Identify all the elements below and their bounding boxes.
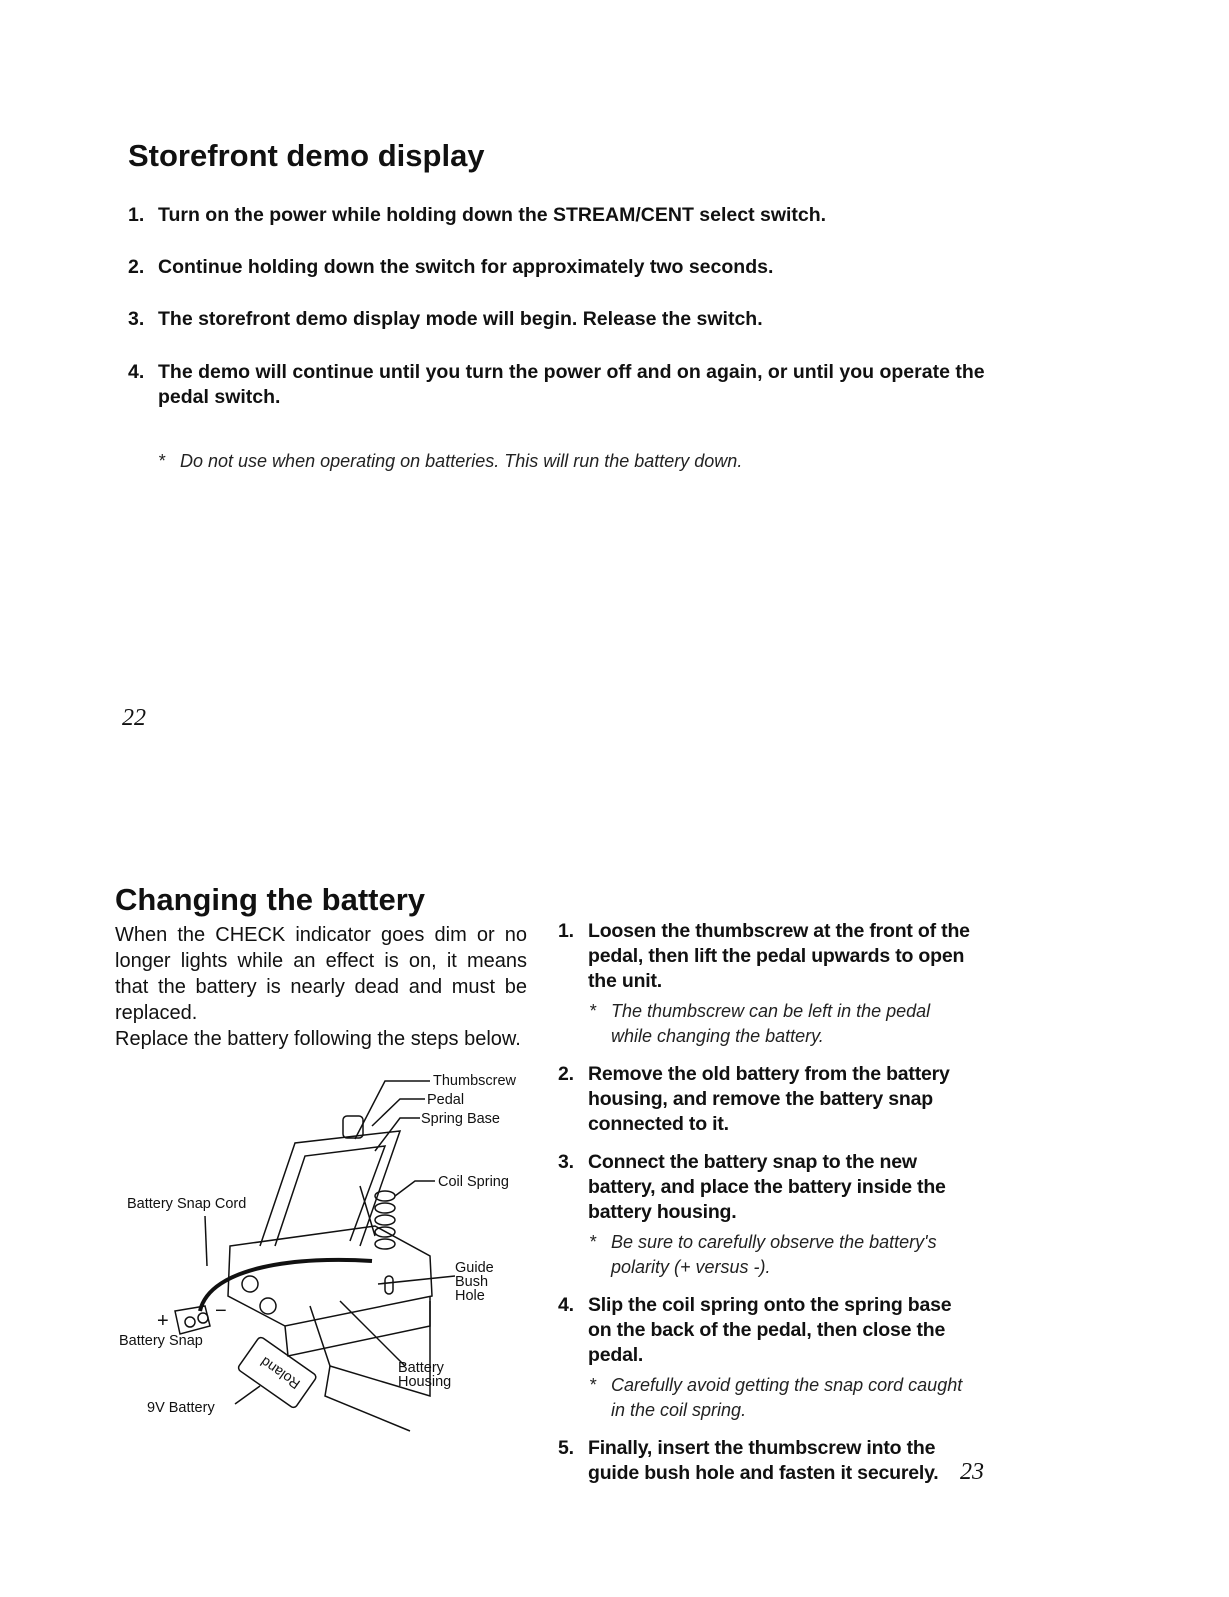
step-item	[128, 360, 988, 410]
step-item	[558, 1150, 973, 1225]
step-text: Connect the battery snap to the new battery, and place the battery inside the battery housing.	[588, 1151, 946, 1223]
intro-line: When the CHECK indicator goes dim or no longer lights while an effect is on, it means that the battery is nearly dead and must be replaced.	[115, 924, 527, 1024]
step-text: Loosen the thumbscrew at the front of the pedal, then lift the pedal upwards to open the unit.	[588, 920, 970, 992]
step-number: 4.	[128, 361, 145, 383]
battery-brand: Roland	[257, 1353, 303, 1393]
step-text: Finally, insert the thumbscrew into the guide bush hole and fasten it securely.	[588, 1437, 939, 1484]
step-item	[128, 203, 1038, 228]
step-number: 1.	[128, 204, 145, 226]
asterisk: *	[158, 451, 166, 471]
note	[158, 449, 980, 474]
label-battery-snap: Battery Snap	[119, 1333, 203, 1349]
step-text: Slip the coil spring onto the spring base on the back of the pedal, then close the pedal.	[588, 1294, 952, 1366]
step-item	[558, 1436, 948, 1486]
section-title-battery: Changing the battery	[115, 882, 426, 917]
asterisk: *	[589, 1375, 597, 1395]
label-snap-cord: Battery Snap Cord	[127, 1196, 247, 1212]
note	[589, 1230, 973, 1280]
note-text: The thumbscrew can be left in the pedal while changing the battery.	[611, 1001, 931, 1046]
note-text: Be sure to carefully observe the battery's polarity (+ versus -).	[611, 1232, 937, 1277]
right-column	[558, 919, 984, 1486]
step-text: Turn on the power while holding down the STREAM/CENT select switch.	[158, 204, 827, 226]
battery-diagram-area	[110, 1066, 530, 1436]
step-item	[558, 1062, 973, 1137]
step-text: The storefront demo display mode will begin. Release the switch.	[158, 308, 763, 330]
section-title-storefront: Storefront demo display	[128, 138, 485, 173]
last-step-row	[558, 1436, 984, 1486]
step-item	[128, 307, 1038, 332]
label-plus: +	[157, 1310, 169, 1332]
note-text: Carefully avoid getting the snap cord caught in the coil spring.	[611, 1375, 963, 1420]
step-number: 4.	[558, 1294, 574, 1316]
label-battery-housing: Battery Housing	[398, 1360, 452, 1390]
step-item	[558, 919, 973, 994]
step-item	[128, 255, 1038, 280]
note-text: Do not use when operating on batteries. This will run the battery down.	[180, 451, 743, 471]
label-coil-spring: Coil Spring	[438, 1174, 509, 1190]
intro-paragraph	[115, 922, 527, 1052]
note	[589, 999, 973, 1049]
page-number: 22	[122, 705, 146, 731]
asterisk: *	[589, 1001, 597, 1021]
step-item	[558, 1293, 973, 1368]
left-column	[115, 922, 527, 1436]
label-minus: −	[215, 1300, 227, 1322]
step-text: Continue holding down the switch for approximately two seconds.	[158, 256, 774, 278]
step-number: 2.	[128, 256, 145, 278]
label-spring-base: Spring Base	[421, 1111, 500, 1127]
step-text: Remove the old battery from the battery housing, and remove the battery snap connected to it.	[588, 1063, 950, 1135]
step-number: 3.	[128, 308, 145, 330]
step-text: The demo will continue until you turn the power off and on again, or until you operate the pedal switch.	[158, 361, 985, 408]
step-number: 1.	[558, 920, 574, 942]
step-number: 3.	[558, 1151, 574, 1173]
intro-line: Replace the battery following the steps below.	[115, 1028, 521, 1050]
label-thumbscrew: Thumbscrew	[433, 1073, 516, 1089]
label-9v-battery: 9V Battery	[147, 1400, 215, 1416]
label-guide-bush-hole: Guide Bush Hole	[455, 1260, 494, 1304]
label-pedal: Pedal	[427, 1092, 465, 1108]
step-number: 2.	[558, 1063, 574, 1085]
note	[589, 1373, 973, 1423]
asterisk: *	[589, 1232, 597, 1252]
page-number: 23	[960, 1459, 984, 1485]
step-number: 5.	[558, 1437, 574, 1459]
